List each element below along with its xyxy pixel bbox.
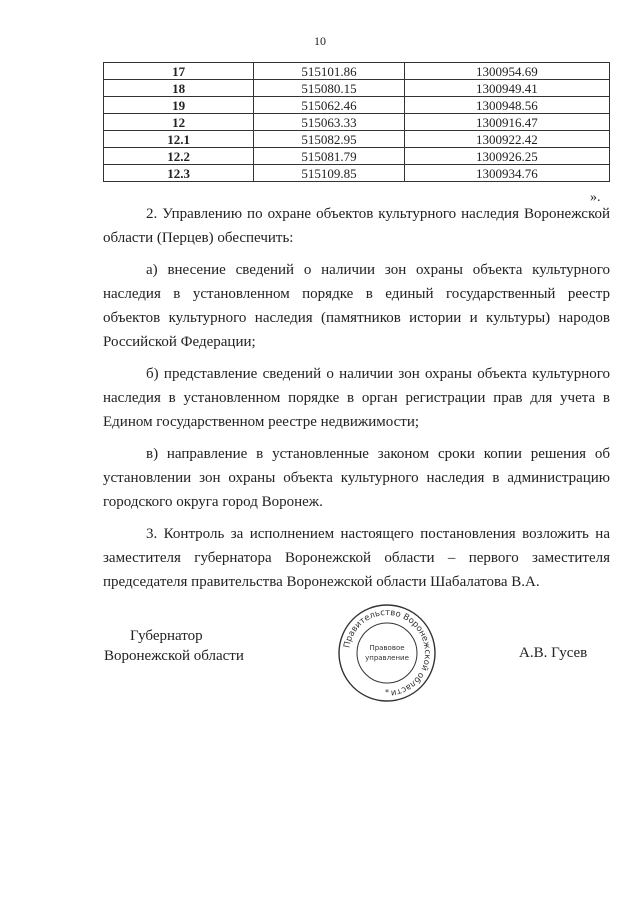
y-coordinate-cell: 1300934.76 — [404, 165, 609, 182]
closing-quote: ». — [590, 190, 601, 205]
coordinates-table — [103, 62, 610, 182]
x-coordinate-cell: 515109.85 — [254, 165, 404, 182]
table-row — [104, 97, 610, 114]
y-coordinate-cell: 1300922.42 — [404, 131, 609, 148]
point-number-cell: 17 — [104, 63, 254, 80]
table-row — [104, 131, 610, 148]
signature-title-line2: Воронежской области — [104, 648, 244, 664]
point-number-cell: 12.1 — [104, 131, 254, 148]
x-coordinate-cell: 515062.46 — [254, 97, 404, 114]
paragraph-2c: в) направление в установленные законом сроки копии решения об установлении зон охраны объекта культурного наследия в администрацию городского округа город Воронеж. — [103, 446, 610, 510]
x-coordinate-cell: 515082.95 — [254, 131, 404, 148]
table-row — [104, 80, 610, 97]
paragraph-2: 2. Управлению по охране объектов культурного наследия Воронежской области (Перцев) обеспечить: — [103, 206, 610, 246]
table-row — [104, 114, 610, 131]
x-coordinate-cell: 515063.33 — [254, 114, 404, 131]
point-number-cell: 12.2 — [104, 148, 254, 165]
stamp-center-line2: управление — [365, 654, 409, 662]
body-text — [103, 202, 610, 602]
page-number: 10 — [314, 34, 326, 48]
stamp-center-line1: Правовое — [369, 644, 405, 652]
y-coordinate-cell: 1300949.41 — [404, 80, 609, 97]
x-coordinate-cell: 515080.15 — [254, 80, 404, 97]
y-coordinate-cell: 1300916.47 — [404, 114, 609, 131]
paragraph-2a: а) внесение сведений о наличии зон охраны объекта культурного наследия в установленном порядке в единый государственный реестр объектов культурного наследия (памятников истории и культуры) народов Российской Федерации; — [103, 262, 610, 350]
stamp-star: * — [385, 688, 389, 697]
signature-title-line1: Губернатор — [130, 628, 203, 644]
coordinates-table-body — [104, 63, 610, 182]
point-number-cell: 18 — [104, 80, 254, 97]
official-stamp — [337, 603, 437, 703]
table-row — [104, 165, 610, 182]
y-coordinate-cell: 1300926.25 — [404, 148, 609, 165]
y-coordinate-cell: 1300954.69 — [404, 63, 609, 80]
x-coordinate-cell: 515081.79 — [254, 148, 404, 165]
paragraph-2b: б) представление сведений о наличии зон охраны объекта культурного наследия в установленном порядке в орган регистрации прав для учета в Едином государственном реестре недвижимости; — [103, 366, 610, 430]
point-number-cell: 12 — [104, 114, 254, 131]
point-number-cell: 19 — [104, 97, 254, 114]
table-row — [104, 63, 610, 80]
table-row — [104, 148, 610, 165]
signature-title-block — [104, 626, 244, 666]
stamp-ring-text: Правительство Воронежской области — [342, 607, 433, 698]
x-coordinate-cell: 515101.86 — [254, 63, 404, 80]
y-coordinate-cell: 1300948.56 — [404, 97, 609, 114]
point-number-cell: 12.3 — [104, 165, 254, 182]
paragraph-3: 3. Контроль за исполнением настоящего постановления возложить на заместителя губернатора Воронежской области – первого заместителя председателя правительства Воронежской области Шабалатова В.А. — [103, 526, 610, 590]
signer-name: А.В. Гусев — [519, 645, 588, 661]
